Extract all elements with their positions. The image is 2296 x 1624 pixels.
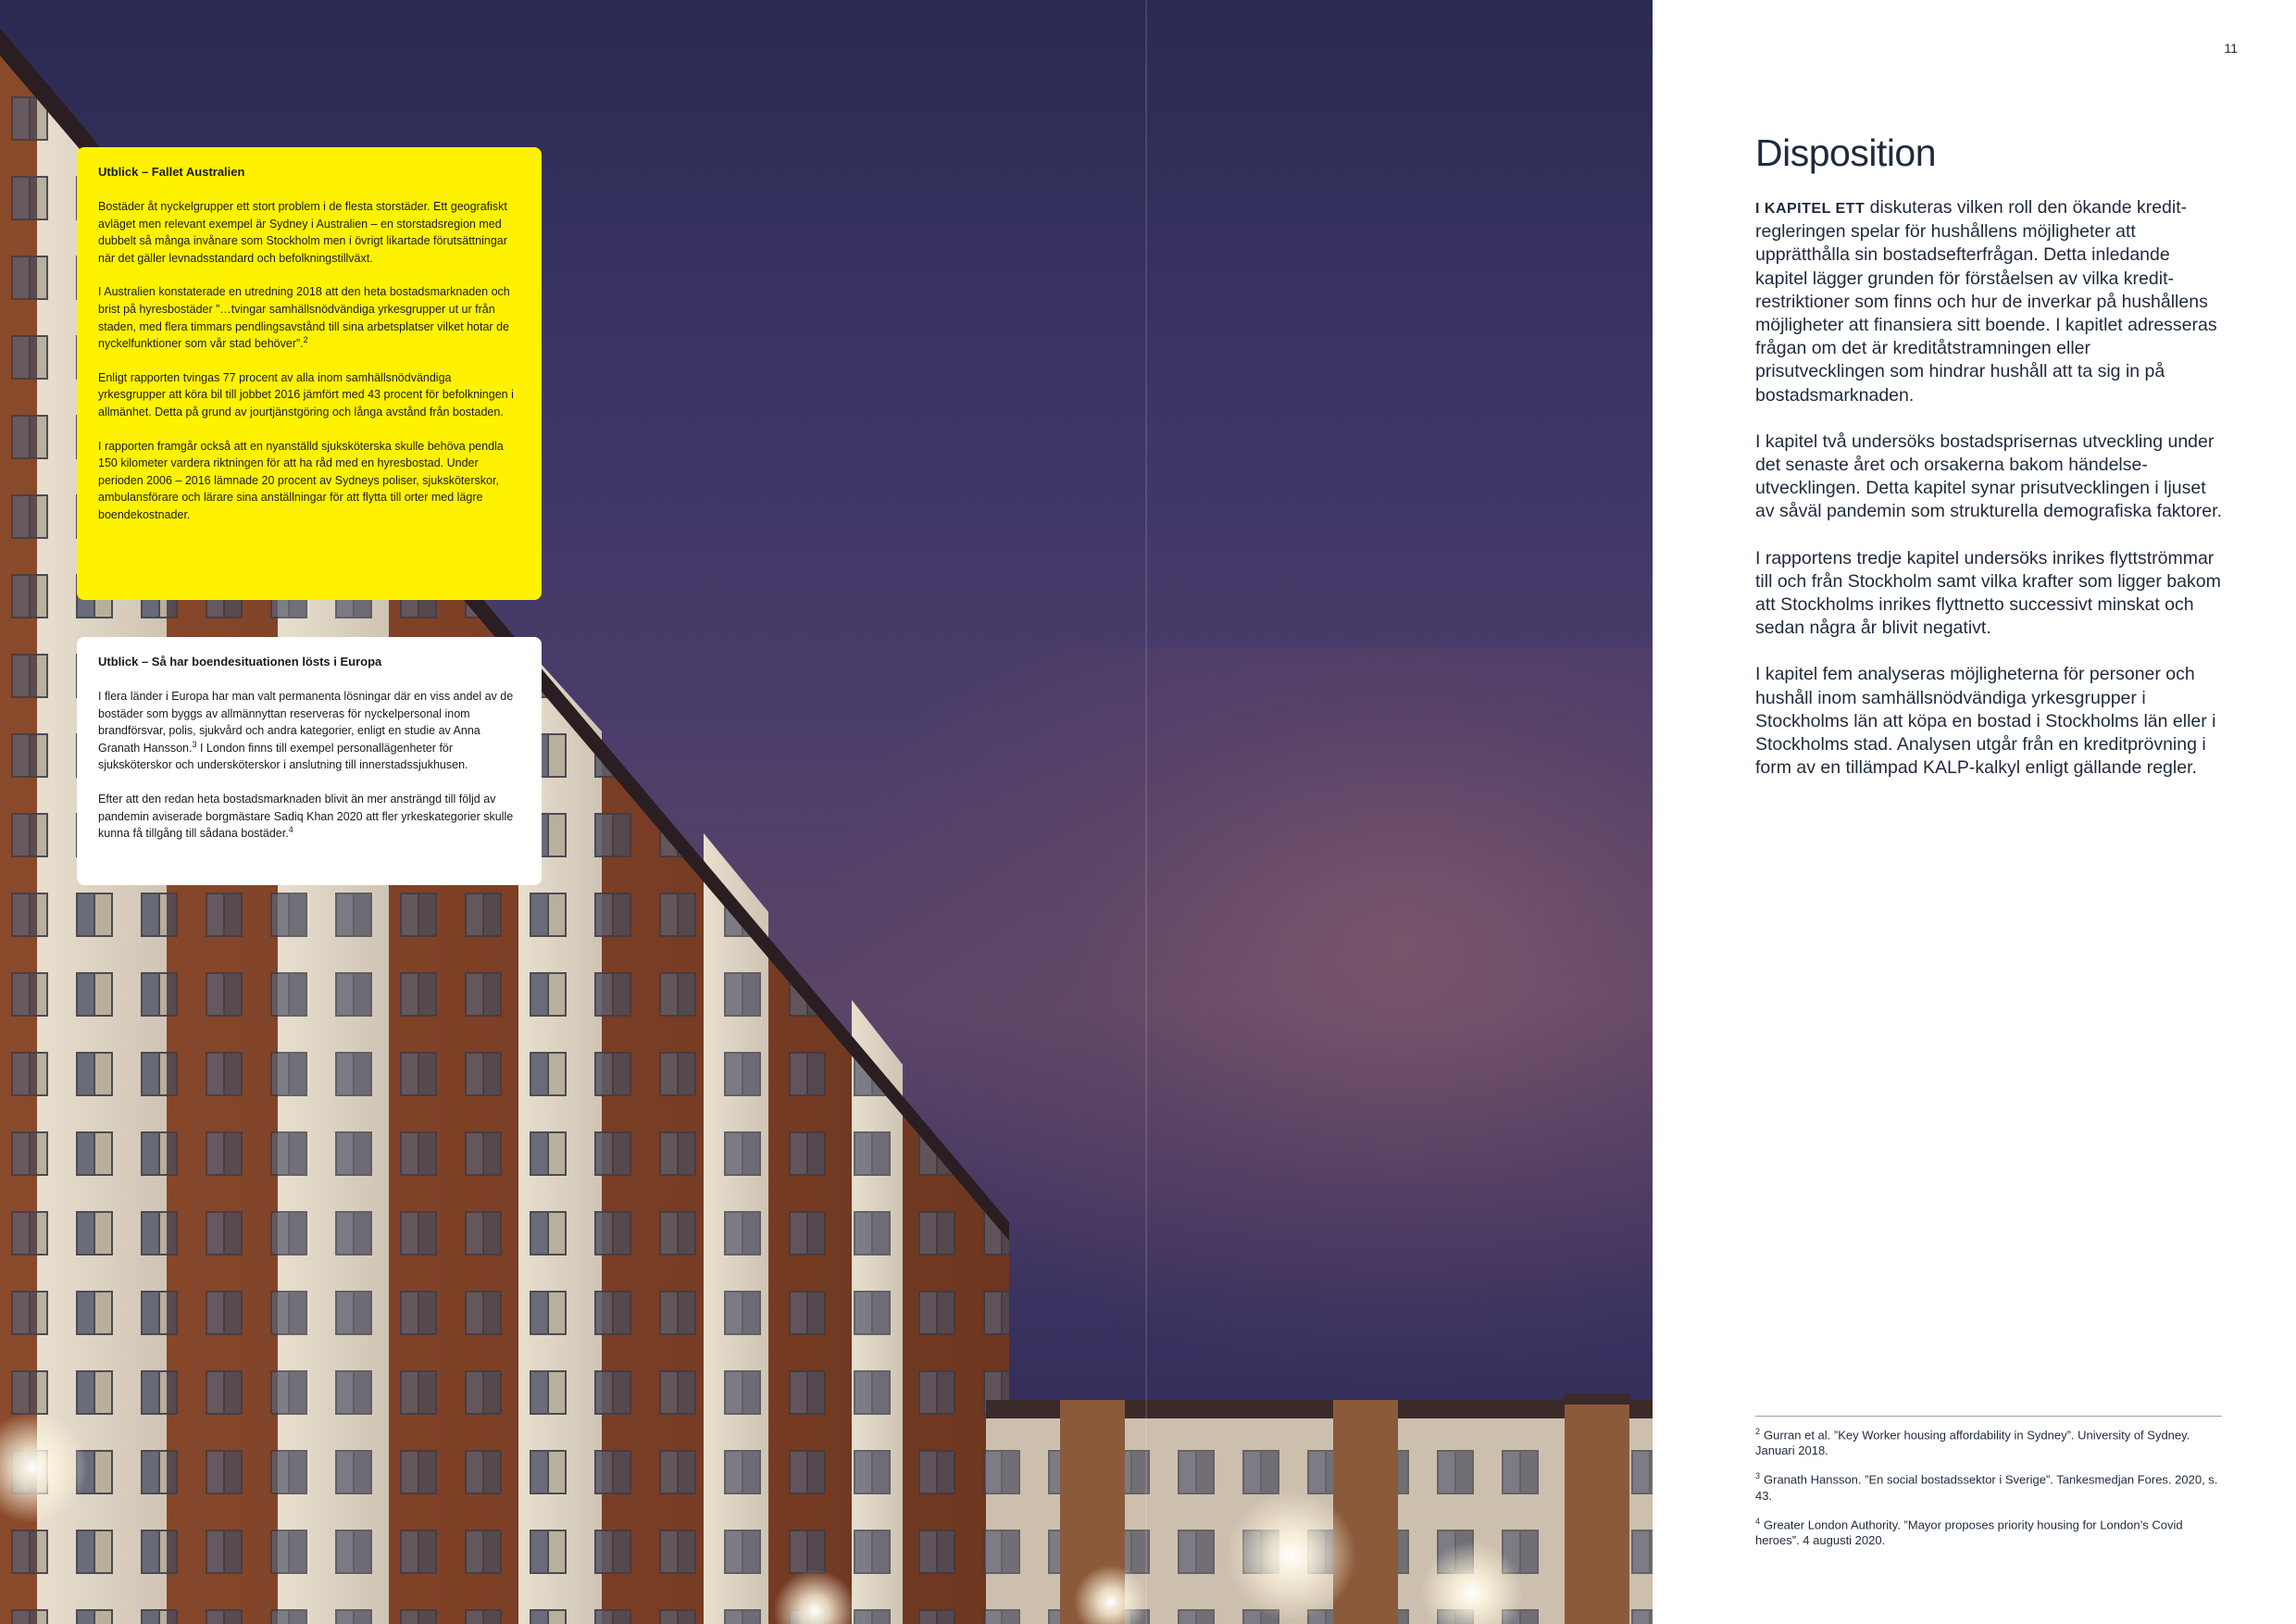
footnote: $^2$ Gurran et al. ”Key Worker housing affordability in Sydney”. University of Sydney. Januari 2018. bbox=[1755, 1427, 2190, 1458]
footnote: $^3$ Granath Hansson. ”En social bostadssektor i Sverige”. Tankesmedjan Fores. 2020, s. 43. bbox=[1755, 1471, 2218, 1503]
footnote-ref[interactable]: 4 bbox=[288, 825, 293, 834]
page-fold bbox=[1145, 0, 1147, 1624]
box-paragraph: Bostäder åt nyckelgrupper ett stort problem i de flesta storstäder. Ett geografiskt avläget men relevant exempel är Sydney i Australien – en storstadsregion med dubbelt så många invånare som Stockholm men i övrigt likartade förutsättningar när det gäller levnadsstandard och befolkningstillväxt. bbox=[98, 200, 507, 265]
footnote: $^4$ Greater London Authority. ”Mayor proposes priority housing for London’s Covid heroes”. 4 augusti 2020. bbox=[1755, 1516, 2183, 1547]
info-box-australia bbox=[77, 147, 542, 600]
box-paragraph: I flera länder i Europa har man valt permanenta lösningar där en viss andel av de bostäder som byggs av allmännyttan reserveras för nyckelpersonal inom brandförsvar, polis, sjukvård och andra kategorier, enligt en studie av Anna Granath Hansson.$^3$ I London finns till exempel personallägenheter för sjuksköterskor och undersköterskor i anslutning till innerstadssjukhusen. bbox=[98, 690, 514, 772]
page-number: 11 bbox=[2224, 41, 2238, 56]
body-paragraph: I rapportens tredje kapitel undersöks inrikes flyttströmmar till och från Stockholm samt vilka krafter som ligger bakom att Stockholms inrikes flyttnetto successivt minskat och sedan några år blivit negativt. bbox=[1755, 547, 2221, 639]
box-title: Utblick – Så har boendesituationen lösts i Europa bbox=[98, 655, 382, 668]
box-paragraph: I rapporten framgår också att en nyanställd sjuksköterska skulle behöva pendla 150 kilometer vardera riktningen för att ha råd med en hyresbostad. Under perioden 2006 – 2016 lämnade 20 procent av Sydneys poliser, sjuksköterskor, ambulansförare och lärare sina anställningar för att flytta till orter med lägre boendekostnader. bbox=[98, 439, 504, 521]
body-paragraph: I kapitel två undersöks bostadsprisernas utveckling under det senaste året och orsakerna bakom händelseutvecklingen. Detta kapitel synar prisutvecklingen i ljuset av såväl pandemin som strukturella demografiska faktorer. bbox=[1755, 431, 2222, 522]
body-text bbox=[1755, 196, 2222, 803]
footnote-ref[interactable]: 3 bbox=[192, 739, 197, 749]
paragraph-lead: I KAPITEL ETT bbox=[1755, 201, 1866, 217]
box-title: Utblick – Fallet Australien bbox=[98, 165, 245, 179]
footnote-ref[interactable]: 2 bbox=[303, 335, 308, 344]
box-paragraph: I Australien konstaterade en utredning 2018 att den heta bostadsmarknaden och brist på hyresbostäder ”…tvingar samhällsnödvändiga yrkesgrupper ut ur från staden, med flera timmars pendlingsavstånd till sina arbetsplatser vilket hotar de nyckelfunktioner som vår stad behöver”.$^2$ bbox=[98, 285, 510, 351]
footnote-divider bbox=[1755, 1416, 2222, 1417]
page-title: Disposition bbox=[1755, 131, 1937, 174]
info-box-europe bbox=[77, 637, 542, 885]
box-paragraph: Enligt rapporten tvingas 77 procent av alla inom samhällsnödvändiga yrkesgrupper att köra bil till jobbet 2016 jämfört med 43 procent för befolkningen i allmänhet. Detta på grund av jourtjänstgöring och långa avstånd från bostaden. bbox=[98, 370, 514, 418]
body-paragraph: I kapitel fem analyseras möjligheterna för personer och hushåll inom samhällsnödvändiga yrkesgrupper i Stockholms län att köpa en bostad i Stockholms län eller i Stockholms stad. Analysen utgår från en kreditprövning i form av en tillämpad KALP-kalkyl enligt gällande regler. bbox=[1755, 664, 2216, 779]
body-paragraph: I KAPITEL ETT diskuteras vilken roll den ökande kreditregleringen spelar för hushållens möjligheter att upprätthålla sin bostadsefterfrågan. Detta inledande kapitel lägger grunden för förståelsen av vilka kreditrestriktioner som finns och hur de inverkar på hushållens möjligheter att finansiera sitt boende. I kapitlet adresseras frågan om det är kreditåtstramningen eller prisutvecklingen som hindrar hushåll att ta sig in på bostadsmarknaden. bbox=[1755, 197, 2217, 406]
footnotes bbox=[1755, 1424, 2222, 1558]
box-paragraph: Efter att den redan heta bostadsmarknaden blivit än mer ansträngd till följd av pandemin aviserade borgmästare Sadiq Khan 2020 att fler yrkeskategorier skulle kunna få tillgång till sådana bostäder.$^4$ bbox=[98, 792, 514, 841]
